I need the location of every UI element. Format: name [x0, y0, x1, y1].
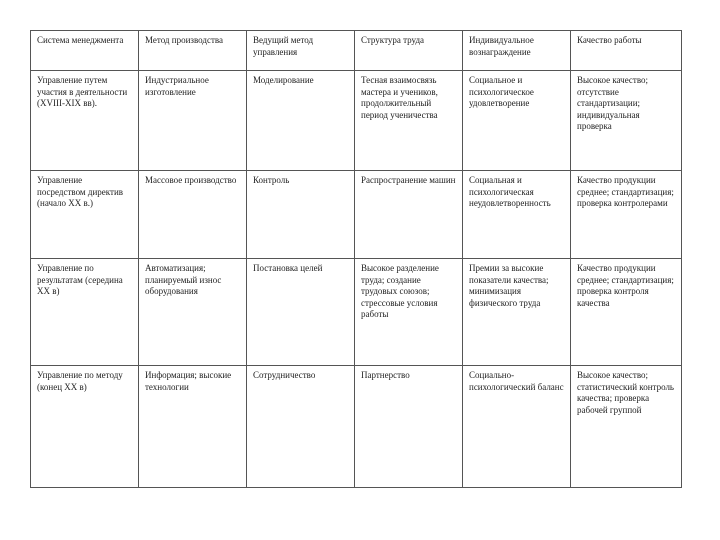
- table-cell: [463, 366, 571, 488]
- cell-text: Тесная взаимосвязь мастера и учеников, продолжительный период ученичества: [361, 75, 438, 120]
- cell-text: Постановка целей: [253, 263, 323, 273]
- table-cell: [31, 259, 139, 366]
- cell-text: Высокое качество; отсутствие стандартизации; индивидуальная проверка: [577, 75, 649, 131]
- table-cell: [571, 171, 682, 259]
- header-label: Система менеджмента: [37, 35, 124, 45]
- table-cell: [355, 71, 463, 171]
- table-cell: [139, 171, 247, 259]
- table-cell: [247, 171, 355, 259]
- table-cell: [355, 259, 463, 366]
- table-cell: [31, 171, 139, 259]
- header-label: Ведущий метод управления: [253, 35, 314, 57]
- table-cell: [463, 259, 571, 366]
- table-cell: [247, 71, 355, 171]
- management-history-table: [30, 30, 682, 488]
- cell-text: Высокое разделение труда; создание трудовых союзов; стрессовые условия работы: [361, 263, 439, 319]
- cell-text: Автоматизация; планируемый износ оборудования: [145, 263, 222, 296]
- table-cell: [247, 366, 355, 488]
- header-cell: [139, 31, 247, 71]
- cell-text: Социальное и психологическое удовлетворение: [469, 75, 534, 108]
- header-label: Качество работы: [577, 35, 642, 45]
- table-cell: [463, 71, 571, 171]
- table-row: [31, 259, 682, 366]
- header-cell: [463, 31, 571, 71]
- cell-text: Сотрудничество: [253, 370, 316, 380]
- table-row: [31, 71, 682, 171]
- table-header-row: [31, 31, 682, 71]
- table-cell: [139, 71, 247, 171]
- table-cell: [571, 259, 682, 366]
- cell-text: Социально-психологический баланс: [469, 370, 564, 392]
- table-cell: [355, 366, 463, 488]
- cell-text: Партнерство: [361, 370, 410, 380]
- table-cell: [31, 366, 139, 488]
- cell-text: Массовое производство: [145, 175, 237, 185]
- cell-text: Управление путем участия в деятельности (XVIII-XIX вв).: [37, 75, 128, 108]
- cell-text: Управление посредством директив (начало XX в.): [37, 175, 124, 208]
- cell-text: Высокое качество; статистический контроль качества; проверка рабочей группой: [577, 370, 675, 415]
- header-cell: [571, 31, 682, 71]
- cell-text: Контроль: [253, 175, 290, 185]
- table-cell: [571, 366, 682, 488]
- header-cell: [355, 31, 463, 71]
- table-row: [31, 171, 682, 259]
- table-cell: [463, 171, 571, 259]
- cell-text: Индустриальное изготовление: [145, 75, 209, 97]
- cell-text: Управление по методу (конец XX в): [37, 370, 123, 392]
- header-label: Структура труда: [361, 35, 425, 45]
- table-cell: [139, 259, 247, 366]
- cell-text: Качество продукции среднее; стандартизация; проверка контроля качества: [577, 263, 674, 308]
- table-cell: [247, 259, 355, 366]
- cell-text: Качество продукции среднее; стандартизация; проверка контролерами: [577, 175, 674, 208]
- table-cell: [139, 366, 247, 488]
- cell-text: Моделирование: [253, 75, 314, 85]
- cell-text: Распространение машин: [361, 175, 456, 185]
- header-cell: [31, 31, 139, 71]
- header-label: Метод производства: [145, 35, 224, 45]
- table-row: [31, 366, 682, 488]
- cell-text: Премии за высокие показатели качества; минимизация физического труда: [469, 263, 549, 308]
- table-cell: [355, 171, 463, 259]
- header-label: Индивидуальное вознаграждение: [469, 35, 534, 57]
- cell-text: Управление по результатам (середина XX в): [37, 263, 123, 296]
- table-cell: [571, 71, 682, 171]
- table-cell: [31, 71, 139, 171]
- cell-text: Социальная и психологическая неудовлетворенность: [469, 175, 551, 208]
- header-cell: [247, 31, 355, 71]
- cell-text: Информация; высокие технологии: [145, 370, 232, 392]
